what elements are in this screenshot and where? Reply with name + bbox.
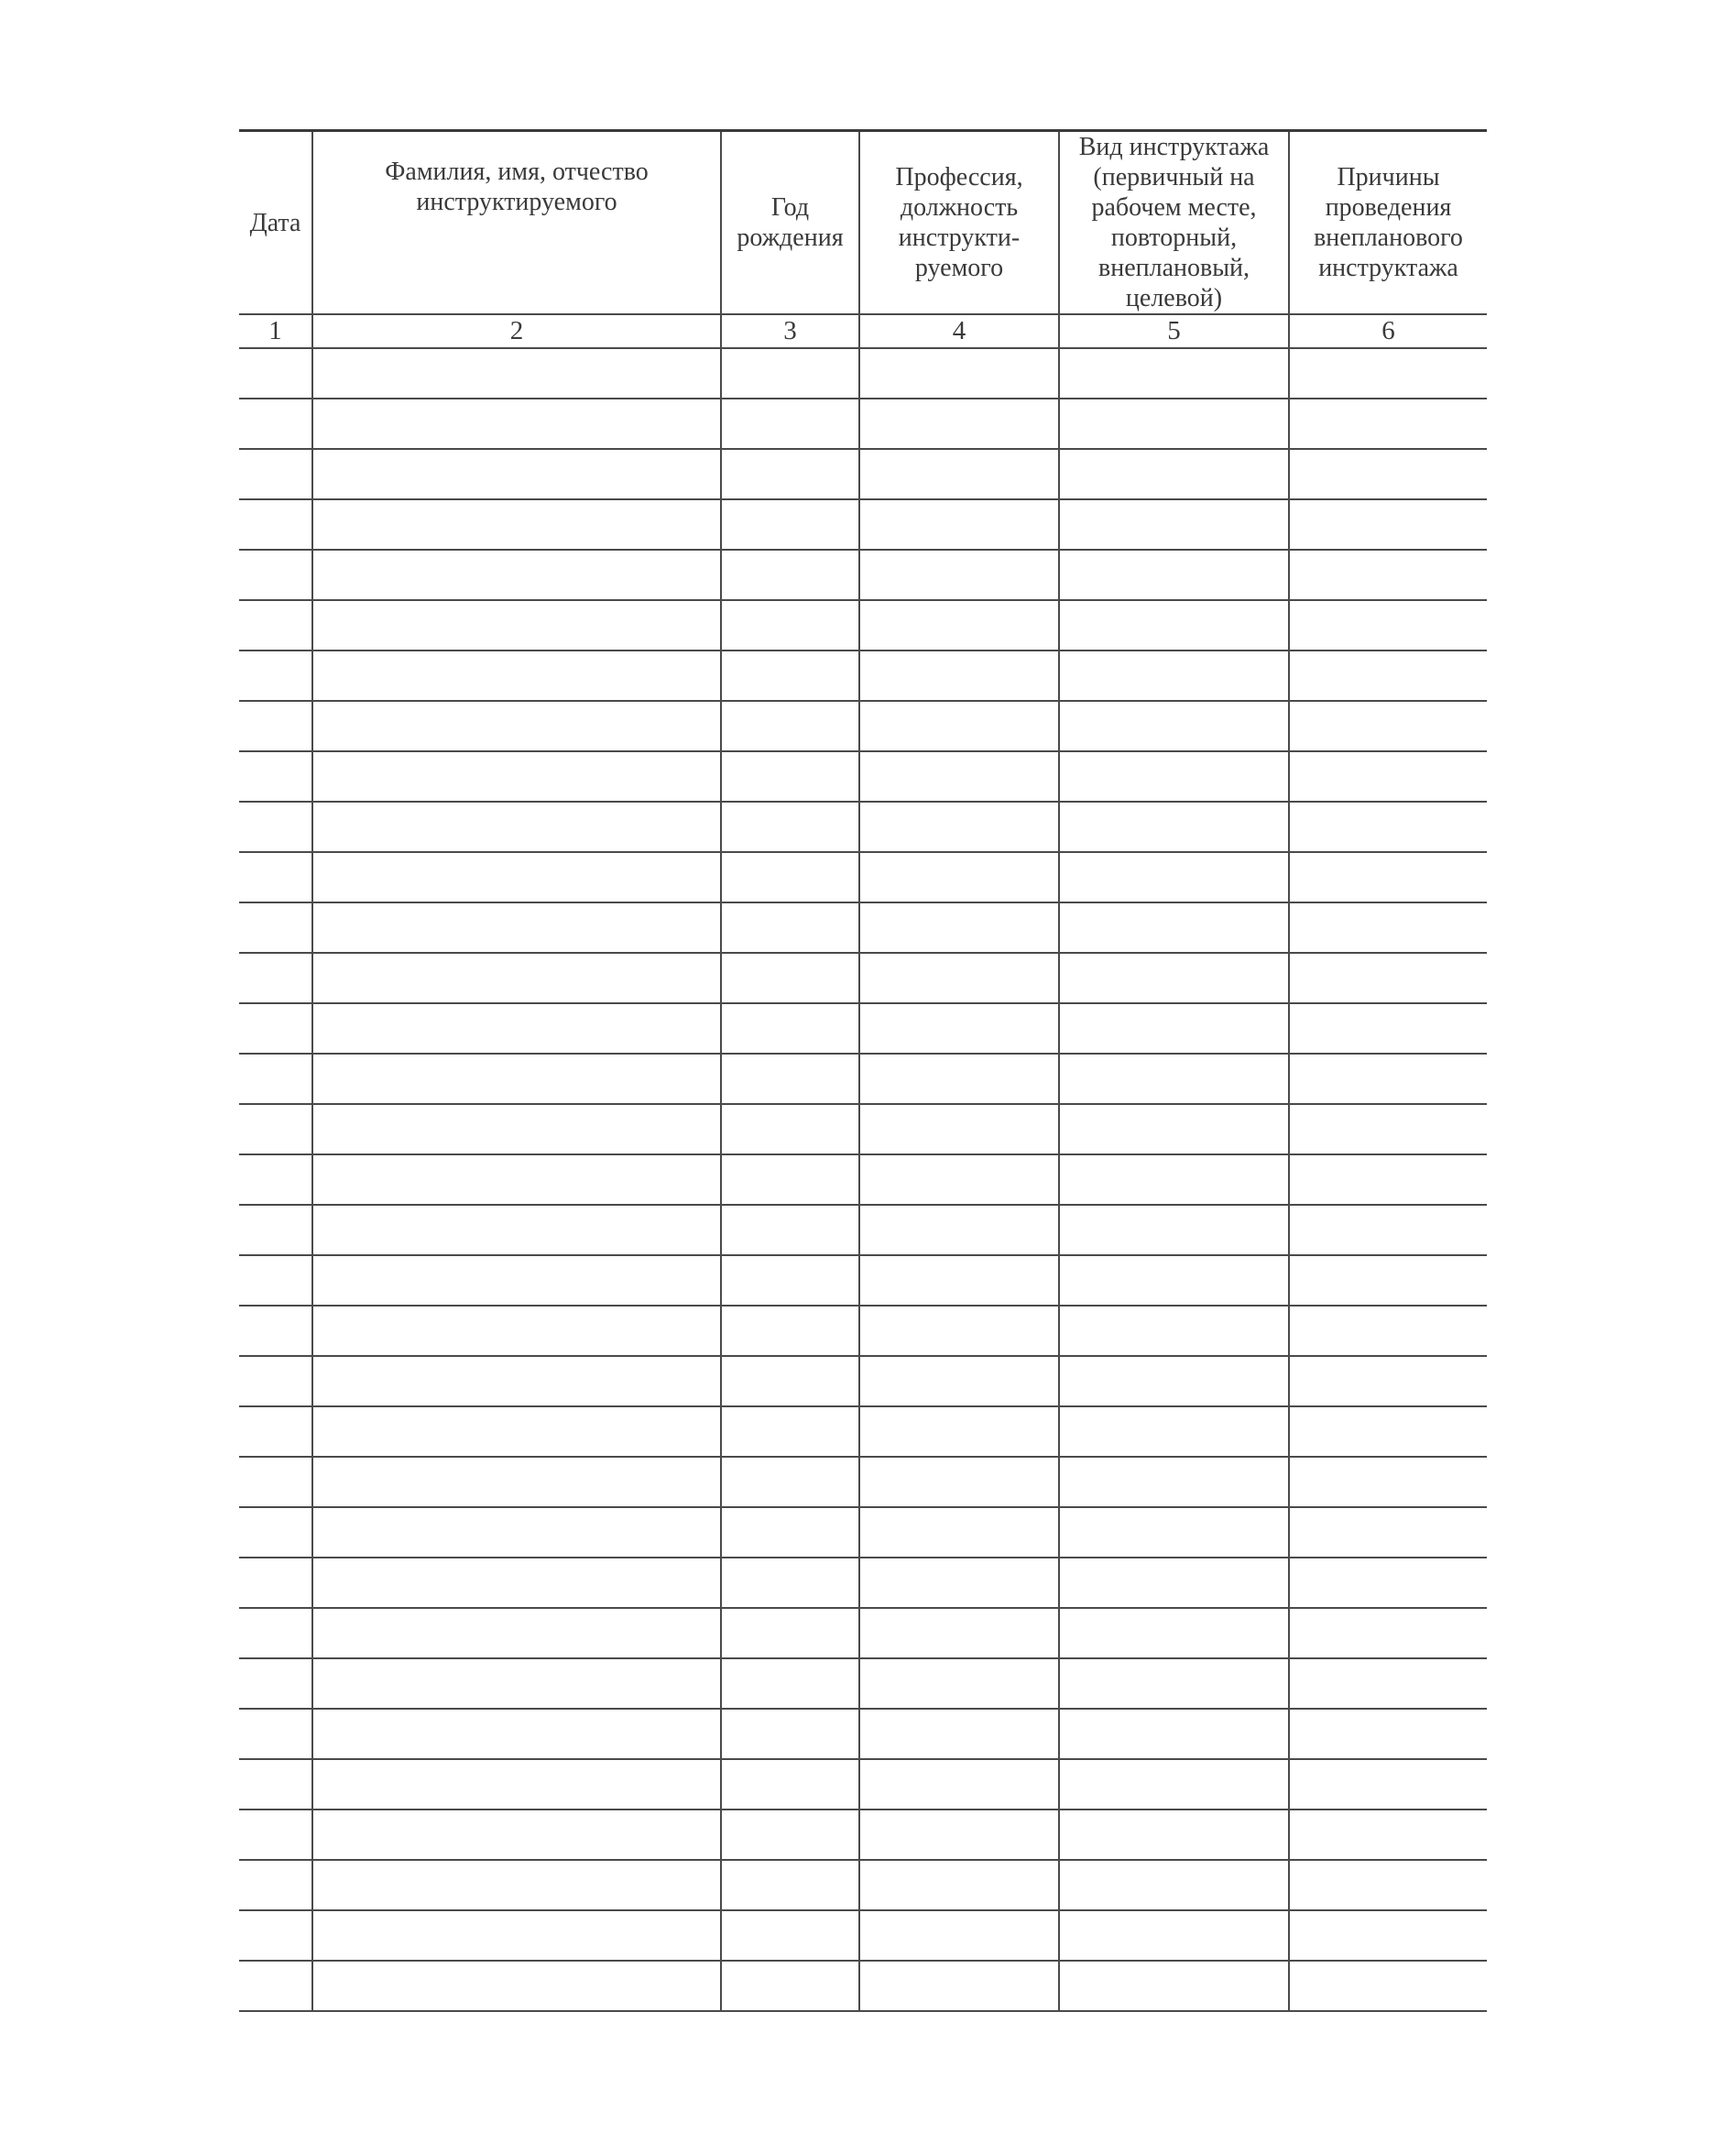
cell-profession[interactable]: [859, 1104, 1059, 1154]
cell-full-name[interactable]: [312, 902, 721, 953]
cell-date[interactable]: [239, 953, 312, 1003]
cell-instruction-type[interactable]: [1059, 499, 1289, 550]
cell-full-name[interactable]: [312, 1910, 721, 1961]
cell-unplanned-reason[interactable]: [1289, 1356, 1487, 1406]
cell-birth-year[interactable]: [721, 1054, 859, 1104]
table-row: [239, 1759, 1487, 1810]
cell-birth-year[interactable]: [721, 449, 859, 499]
cell-unplanned-reason[interactable]: [1289, 348, 1487, 399]
cell-birth-year[interactable]: [721, 802, 859, 852]
cell-birth-year[interactable]: [721, 1306, 859, 1356]
cell-unplanned-reason[interactable]: [1289, 1205, 1487, 1255]
cell-full-name[interactable]: [312, 1709, 721, 1759]
cell-date[interactable]: [239, 651, 312, 701]
cell-unplanned-reason[interactable]: [1289, 1457, 1487, 1507]
cell-instruction-type[interactable]: [1059, 1104, 1289, 1154]
table-row: [239, 1860, 1487, 1910]
table-row: [239, 1205, 1487, 1255]
cell-date[interactable]: [239, 1306, 312, 1356]
cell-unplanned-reason[interactable]: [1289, 1658, 1487, 1709]
cell-birth-year[interactable]: [721, 1860, 859, 1910]
cell-birth-year[interactable]: [721, 1810, 859, 1860]
cell-profession[interactable]: [859, 1910, 1059, 1961]
cell-profession[interactable]: [859, 852, 1059, 902]
cell-date[interactable]: [239, 701, 312, 751]
cell-instruction-type[interactable]: [1059, 399, 1289, 449]
cell-full-name[interactable]: [312, 1759, 721, 1810]
cell-birth-year[interactable]: [721, 1658, 859, 1709]
cell-profession[interactable]: [859, 348, 1059, 399]
cell-birth-year[interactable]: [721, 1205, 859, 1255]
cell-birth-year[interactable]: [721, 1356, 859, 1406]
cell-profession[interactable]: [859, 751, 1059, 802]
column-number: 2: [312, 314, 721, 348]
cell-date[interactable]: [239, 1709, 312, 1759]
cell-date[interactable]: [239, 499, 312, 550]
table-row: [239, 852, 1487, 902]
cell-full-name[interactable]: [312, 651, 721, 701]
cell-full-name[interactable]: [312, 1507, 721, 1558]
cell-profession[interactable]: [859, 449, 1059, 499]
column-number-row: [239, 314, 1487, 348]
cell-instruction-type[interactable]: [1059, 1608, 1289, 1658]
cell-date[interactable]: [239, 1154, 312, 1205]
table-row: [239, 499, 1487, 550]
cell-unplanned-reason[interactable]: [1289, 751, 1487, 802]
cell-date[interactable]: [239, 1658, 312, 1709]
cell-instruction-type[interactable]: [1059, 1759, 1289, 1810]
cell-full-name[interactable]: [312, 1608, 721, 1658]
cell-full-name[interactable]: [312, 1457, 721, 1507]
cell-date[interactable]: [239, 1810, 312, 1860]
table-body: [239, 348, 1487, 2011]
cell-birth-year[interactable]: [721, 499, 859, 550]
cell-date[interactable]: [239, 1558, 312, 1608]
cell-instruction-type[interactable]: [1059, 1054, 1289, 1104]
header-instruction-type: Вид инструктажа (первичный на рабочем месте, повторный, внеплановый, целевой): [1059, 131, 1289, 315]
cell-profession[interactable]: [859, 651, 1059, 701]
cell-date[interactable]: [239, 348, 312, 399]
cell-profession[interactable]: [859, 1154, 1059, 1205]
cell-instruction-type[interactable]: [1059, 1507, 1289, 1558]
table-row: [239, 1558, 1487, 1608]
cell-birth-year[interactable]: [721, 701, 859, 751]
cell-instruction-type[interactable]: [1059, 1406, 1289, 1457]
cell-instruction-type[interactable]: [1059, 1205, 1289, 1255]
cell-unplanned-reason[interactable]: [1289, 550, 1487, 600]
cell-unplanned-reason[interactable]: [1289, 1558, 1487, 1608]
cell-unplanned-reason[interactable]: [1289, 1406, 1487, 1457]
table-row: [239, 902, 1487, 953]
table-row: [239, 1709, 1487, 1759]
cell-full-name[interactable]: [312, 600, 721, 651]
cell-full-name[interactable]: [312, 449, 721, 499]
cell-date[interactable]: [239, 550, 312, 600]
cell-profession[interactable]: [859, 1810, 1059, 1860]
cell-instruction-type[interactable]: [1059, 1709, 1289, 1759]
cell-date[interactable]: [239, 1205, 312, 1255]
cell-full-name[interactable]: [312, 348, 721, 399]
cell-full-name[interactable]: [312, 852, 721, 902]
cell-unplanned-reason[interactable]: [1289, 1709, 1487, 1759]
cell-unplanned-reason[interactable]: [1289, 1003, 1487, 1054]
cell-unplanned-reason[interactable]: [1289, 600, 1487, 651]
cell-date[interactable]: [239, 1759, 312, 1810]
cell-profession[interactable]: [859, 550, 1059, 600]
header-full-name: Фамилия, имя, отчество инструктируемого: [312, 131, 721, 315]
table-row: [239, 1104, 1487, 1154]
cell-birth-year[interactable]: [721, 348, 859, 399]
cell-full-name[interactable]: [312, 751, 721, 802]
header-row: [239, 131, 1487, 315]
cell-birth-year[interactable]: [721, 651, 859, 701]
table-row: [239, 1255, 1487, 1306]
cell-date[interactable]: [239, 1054, 312, 1104]
cell-birth-year[interactable]: [721, 1406, 859, 1457]
table-row: [239, 1306, 1487, 1356]
cell-full-name[interactable]: [312, 1154, 721, 1205]
cell-instruction-type[interactable]: [1059, 550, 1289, 600]
table-row: [239, 550, 1487, 600]
cell-date[interactable]: [239, 1104, 312, 1154]
cell-birth-year[interactable]: [721, 550, 859, 600]
cell-instruction-type[interactable]: [1059, 701, 1289, 751]
cell-unplanned-reason[interactable]: [1289, 1810, 1487, 1860]
cell-birth-year[interactable]: [721, 1558, 859, 1608]
table-row: [239, 1003, 1487, 1054]
cell-unplanned-reason[interactable]: [1289, 651, 1487, 701]
cell-instruction-type[interactable]: [1059, 1860, 1289, 1910]
cell-date[interactable]: [239, 1910, 312, 1961]
cell-unplanned-reason[interactable]: [1289, 1104, 1487, 1154]
cell-profession[interactable]: [859, 701, 1059, 751]
cell-profession[interactable]: [859, 1507, 1059, 1558]
cell-unplanned-reason[interactable]: [1289, 1910, 1487, 1961]
cell-profession[interactable]: [859, 1860, 1059, 1910]
cell-instruction-type[interactable]: [1059, 751, 1289, 802]
cell-instruction-type[interactable]: [1059, 953, 1289, 1003]
table-row: [239, 953, 1487, 1003]
cell-date[interactable]: [239, 1961, 312, 2011]
cell-date[interactable]: [239, 1608, 312, 1658]
cell-full-name[interactable]: [312, 499, 721, 550]
cell-instruction-type[interactable]: [1059, 1255, 1289, 1306]
cell-birth-year[interactable]: [721, 1910, 859, 1961]
cell-profession[interactable]: [859, 600, 1059, 651]
cell-date[interactable]: [239, 600, 312, 651]
cell-unplanned-reason[interactable]: [1289, 1255, 1487, 1306]
table-row: [239, 1961, 1487, 2011]
cell-date[interactable]: [239, 802, 312, 852]
cell-date[interactable]: [239, 1356, 312, 1406]
cell-unplanned-reason[interactable]: [1289, 1860, 1487, 1910]
cell-full-name[interactable]: [312, 953, 721, 1003]
cell-full-name[interactable]: [312, 1104, 721, 1154]
cell-profession[interactable]: [859, 399, 1059, 449]
cell-birth-year[interactable]: [721, 1154, 859, 1205]
table-row: [239, 1507, 1487, 1558]
table-row: [239, 1154, 1487, 1205]
cell-unplanned-reason[interactable]: [1289, 1759, 1487, 1810]
cell-instruction-type[interactable]: [1059, 1910, 1289, 1961]
cell-profession[interactable]: [859, 1608, 1059, 1658]
table-row: [239, 802, 1487, 852]
table-row: [239, 651, 1487, 701]
cell-birth-year[interactable]: [721, 600, 859, 651]
table-row: [239, 751, 1487, 802]
cell-instruction-type[interactable]: [1059, 902, 1289, 953]
cell-unplanned-reason[interactable]: [1289, 499, 1487, 550]
cell-instruction-type[interactable]: [1059, 852, 1289, 902]
cell-birth-year[interactable]: [721, 953, 859, 1003]
cell-profession[interactable]: [859, 1961, 1059, 2011]
cell-full-name[interactable]: [312, 1961, 721, 2011]
cell-instruction-type[interactable]: [1059, 651, 1289, 701]
cell-unplanned-reason[interactable]: [1289, 953, 1487, 1003]
column-number: 5: [1059, 314, 1289, 348]
table-row: [239, 701, 1487, 751]
cell-date[interactable]: [239, 1457, 312, 1507]
cell-instruction-type[interactable]: [1059, 1306, 1289, 1356]
table-row: [239, 1658, 1487, 1709]
cell-profession[interactable]: [859, 1356, 1059, 1406]
cell-birth-year[interactable]: [721, 852, 859, 902]
cell-birth-year[interactable]: [721, 1709, 859, 1759]
cell-full-name[interactable]: [312, 1558, 721, 1608]
cell-full-name[interactable]: [312, 802, 721, 852]
cell-date[interactable]: [239, 1507, 312, 1558]
cell-full-name[interactable]: [312, 399, 721, 449]
cell-instruction-type[interactable]: [1059, 348, 1289, 399]
column-number: 6: [1289, 314, 1487, 348]
table-row: [239, 1457, 1487, 1507]
column-number: 4: [859, 314, 1059, 348]
cell-full-name[interactable]: [312, 1255, 721, 1306]
cell-profession[interactable]: [859, 1054, 1059, 1104]
cell-date[interactable]: [239, 1860, 312, 1910]
cell-profession[interactable]: [859, 1558, 1059, 1608]
cell-instruction-type[interactable]: [1059, 1003, 1289, 1054]
header-unplanned-reasons: Причины проведения внепланового инструктажа: [1289, 131, 1487, 315]
cell-unplanned-reason[interactable]: [1289, 902, 1487, 953]
table-row: [239, 1910, 1487, 1961]
cell-unplanned-reason[interactable]: [1289, 852, 1487, 902]
cell-birth-year[interactable]: [721, 1507, 859, 1558]
cell-full-name[interactable]: [312, 1406, 721, 1457]
cell-profession[interactable]: [859, 1406, 1059, 1457]
cell-instruction-type[interactable]: [1059, 1810, 1289, 1860]
cell-unplanned-reason[interactable]: [1289, 1154, 1487, 1205]
cell-instruction-type[interactable]: [1059, 1154, 1289, 1205]
cell-date[interactable]: [239, 399, 312, 449]
cell-full-name[interactable]: [312, 1810, 721, 1860]
cell-unplanned-reason[interactable]: [1289, 1961, 1487, 2011]
table-row: [239, 1406, 1487, 1457]
cell-date[interactable]: [239, 852, 312, 902]
table-row: [239, 600, 1487, 651]
column-number: 1: [239, 314, 312, 348]
cell-date[interactable]: [239, 1255, 312, 1306]
header-date: Дата: [239, 131, 312, 315]
cell-instruction-type[interactable]: [1059, 1356, 1289, 1406]
cell-instruction-type[interactable]: [1059, 1658, 1289, 1709]
cell-birth-year[interactable]: [721, 1608, 859, 1658]
cell-instruction-type[interactable]: [1059, 802, 1289, 852]
cell-instruction-type[interactable]: [1059, 449, 1289, 499]
cell-profession[interactable]: [859, 1306, 1059, 1356]
cell-birth-year[interactable]: [721, 1003, 859, 1054]
cell-profession[interactable]: [859, 1709, 1059, 1759]
cell-profession[interactable]: [859, 1205, 1059, 1255]
column-number: 3: [721, 314, 859, 348]
cell-full-name[interactable]: [312, 1306, 721, 1356]
table-row: [239, 1356, 1487, 1406]
cell-profession[interactable]: [859, 1658, 1059, 1709]
cell-profession[interactable]: [859, 1003, 1059, 1054]
cell-birth-year[interactable]: [721, 1255, 859, 1306]
cell-unplanned-reason[interactable]: [1289, 1306, 1487, 1356]
cell-profession[interactable]: [859, 1255, 1059, 1306]
cell-birth-year[interactable]: [721, 1961, 859, 2011]
cell-birth-year[interactable]: [721, 399, 859, 449]
cell-birth-year[interactable]: [721, 902, 859, 953]
cell-full-name[interactable]: [312, 1054, 721, 1104]
cell-birth-year[interactable]: [721, 1759, 859, 1810]
instruction-log-table: [239, 129, 1487, 2012]
cell-unplanned-reason[interactable]: [1289, 1608, 1487, 1658]
cell-unplanned-reason[interactable]: [1289, 1054, 1487, 1104]
cell-instruction-type[interactable]: [1059, 1961, 1289, 2011]
cell-instruction-type[interactable]: [1059, 1558, 1289, 1608]
cell-profession[interactable]: [859, 802, 1059, 852]
cell-date[interactable]: [239, 1406, 312, 1457]
table-row: [239, 399, 1487, 449]
header-profession: Профессия, должность инструкти- руемого: [859, 131, 1059, 315]
cell-full-name[interactable]: [312, 1658, 721, 1709]
cell-profession[interactable]: [859, 499, 1059, 550]
cell-full-name[interactable]: [312, 1003, 721, 1054]
cell-instruction-type[interactable]: [1059, 600, 1289, 651]
cell-unplanned-reason[interactable]: [1289, 1507, 1487, 1558]
table-row: [239, 1810, 1487, 1860]
table-row: [239, 449, 1487, 499]
cell-birth-year[interactable]: [721, 1457, 859, 1507]
table-row: [239, 1054, 1487, 1104]
cell-instruction-type[interactable]: [1059, 1457, 1289, 1507]
cell-full-name[interactable]: [312, 1356, 721, 1406]
cell-profession[interactable]: [859, 953, 1059, 1003]
cell-profession[interactable]: [859, 1759, 1059, 1810]
cell-date[interactable]: [239, 902, 312, 953]
cell-unplanned-reason[interactable]: [1289, 399, 1487, 449]
cell-date[interactable]: [239, 751, 312, 802]
cell-full-name[interactable]: [312, 1860, 721, 1910]
cell-profession[interactable]: [859, 902, 1059, 953]
cell-full-name[interactable]: [312, 701, 721, 751]
cell-unplanned-reason[interactable]: [1289, 701, 1487, 751]
cell-full-name[interactable]: [312, 1205, 721, 1255]
cell-unplanned-reason[interactable]: [1289, 802, 1487, 852]
cell-date[interactable]: [239, 449, 312, 499]
table-row: [239, 1608, 1487, 1658]
cell-birth-year[interactable]: [721, 751, 859, 802]
cell-full-name[interactable]: [312, 550, 721, 600]
cell-unplanned-reason[interactable]: [1289, 449, 1487, 499]
cell-profession[interactable]: [859, 1457, 1059, 1507]
table-row: [239, 348, 1487, 399]
cell-date[interactable]: [239, 1003, 312, 1054]
cell-birth-year[interactable]: [721, 1104, 859, 1154]
header-birth-year: Год рождения: [721, 131, 859, 315]
